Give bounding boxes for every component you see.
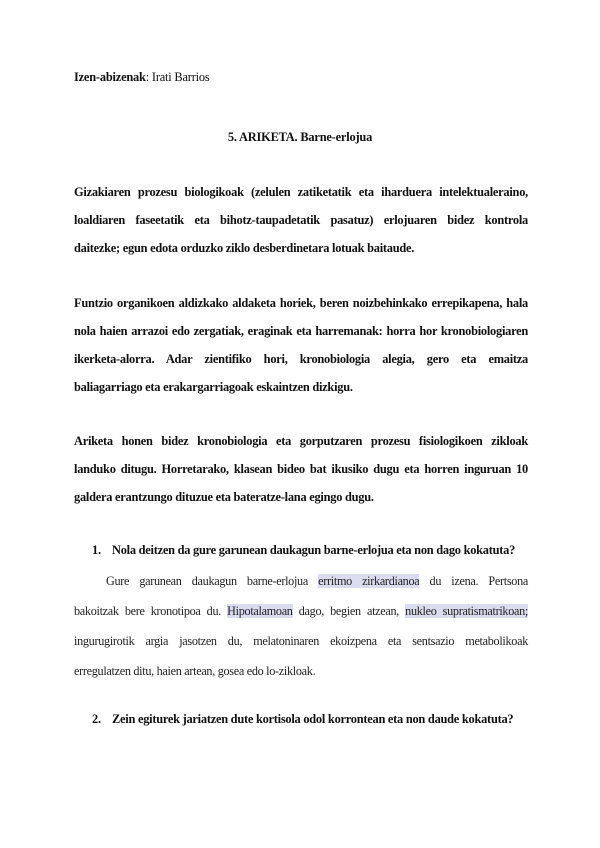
paragraph-line: Funtzio organikoen aldizkako aldaketa horiek, beren noizbehinkako errepikapena, hala — [74, 296, 528, 310]
name-value: : Irati Barrios — [145, 70, 210, 84]
answer-line: ingurugirotik argia jasotzen du, melatoninaren ekoizpena eta sentsazio metabolikoak — [74, 634, 528, 648]
paragraph-line: galdera erantzungo dituzue eta bateratze-lana egingo dugu. — [74, 490, 374, 504]
question-1 — [92, 543, 515, 558]
paragraph-line: Gizakiaren prozesu biologikoak (zelulen zatiketatik eta iharduera intelektualeraino, — [74, 185, 528, 199]
paragraph-line: nola haien arrazoi edo zergatiak, eraginak eta harremanak: horra hor kronobiologiaren — [74, 324, 528, 338]
question-text: Zein egiturek jariatzen dute kortisola odol korrontean eta non daude kokatuta? — [112, 712, 514, 726]
intro-paragraph-3 — [74, 427, 528, 511]
paragraph-line: landuko ditugu. Horretarako, klasean bideo bat ikusiko dugu eta horren inguruan 10 — [74, 462, 528, 476]
paragraph-line: loaldiaren faseetatik eta bihotz-taupadetatik pasatuz) erlojuaren bidez kontrola — [74, 213, 528, 227]
answer-text: bakoitzak bere kronotipoa du. — [74, 604, 228, 618]
question-2 — [92, 712, 513, 727]
question-text: Nola deitzen da gure garunean daukagun barne-erlojua eta non dago kokatuta? — [112, 543, 516, 557]
name-label: Izen-abizenak — [74, 70, 146, 84]
question-number: 1. — [92, 543, 101, 557]
highlighted-term: nukleo supratismatrikoan; — [405, 604, 528, 618]
paragraph-line: Ariketa honen bidez kronobiologia eta gorputzaren prozesu fisiologikoen zikloak — [74, 434, 528, 448]
answer-line: erregulatzen ditu, haien artean, gosea edo lo-zikloak. — [74, 664, 316, 678]
answer-text: Gure garunean daukagun barne-erlojua — [106, 574, 319, 588]
intro-paragraph-2 — [74, 289, 528, 401]
answer-1 — [74, 566, 528, 686]
highlighted-term: erritmo zirkardianoa — [318, 574, 420, 588]
answer-line — [74, 596, 528, 626]
paragraph-line: baliagarriago eta erakargarriagoak eskaintzen dizkigu. — [74, 380, 353, 394]
answer-line — [74, 566, 528, 596]
answer-text: du izena. Pertsona — [419, 574, 528, 588]
paragraph-line: daitezke; egun edota orduzko ziklo desberdinetara lotuak baitaude. — [74, 241, 415, 255]
highlighted-term: Hipotalamoan — [227, 604, 293, 618]
question-number: 2. — [92, 712, 101, 726]
intro-paragraph-1 — [74, 178, 528, 262]
paragraph-line: ikerketa-alorra. Adar zientifiko hori, kronobiologia alegia, gero eta emaitza — [74, 352, 528, 366]
answer-text: dago, begien atzean, — [292, 604, 406, 618]
page-title: 5. ARIKETA. Barne-erlojua — [227, 130, 373, 144]
name-line — [74, 70, 210, 85]
